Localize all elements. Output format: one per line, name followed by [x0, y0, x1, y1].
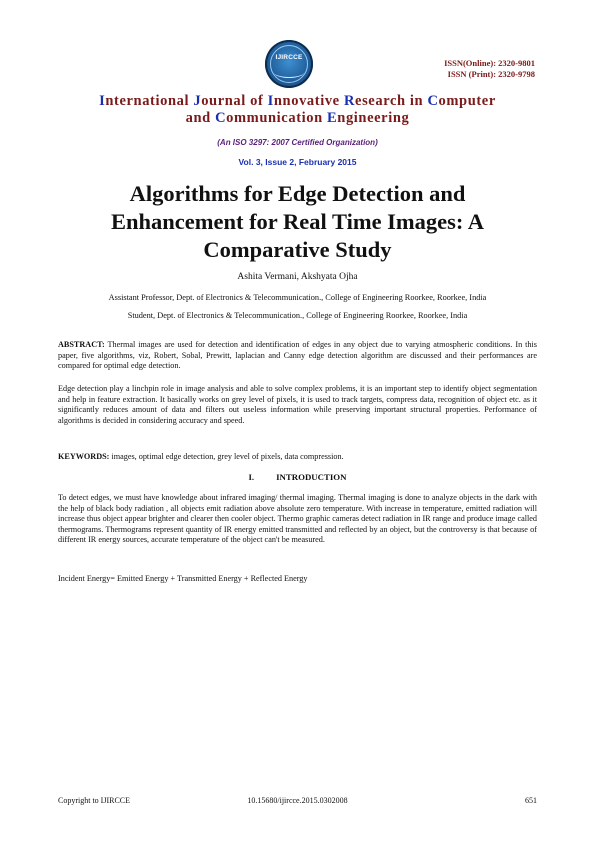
paper-title-line3: Comparative Study — [203, 237, 392, 262]
keywords-label: KEYWORDS: — [58, 452, 110, 461]
keywords-text: images, optimal edge detection, grey level of pixels, data compression. — [109, 452, 344, 461]
paper-title-line1: Algorithms for Edge Detection and — [129, 181, 466, 206]
iso-certification: (An ISO 3297: 2007 Certified Organization) — [217, 138, 378, 147]
issn-print: ISSN (Print): 2320-9798 — [447, 69, 535, 79]
keywords — [58, 452, 537, 463]
paper-authors: Ashita Vermani, Akshyata Ojha — [237, 272, 358, 282]
introduction-paragraph: To detect edges, we must have knowledge about infrared imaging/ thermal imaging. Thermal imaging is done to analyze objects in the dark with the help of black body radiation , all objects emit radiation above absolute zero temperature. With increase in temperature, emitted radiation will increase thus object appear brighter and clearer then cooler object. Thermo graphic cameras detect radiation in IR range and produce image called thermograms. Thermograms represent quantity of IR energy emitted transmitted and reflected by an object, but the controversy is that because of different IR energy sources, accurate temperature of the object can't be measured. — [58, 493, 537, 545]
affiliation-2: Student, Dept. of Electronics & Telecommunication., College of Engineering Roorkee, Roorkee, India — [127, 311, 468, 320]
issn-block — [444, 58, 535, 80]
affiliation-1: Assistant Professor, Dept. of Electronics & Telecommunication., College of Engineering Roorkee, Roorkee, India — [108, 293, 487, 302]
footer-doi[interactable]: 10.15680/ijircce.2015.0302008 — [247, 796, 348, 805]
footer-page-number: 651 — [525, 796, 537, 805]
energy-equation: Incident Energy= Emitted Energy + Transmitted Energy + Reflected Energy — [58, 574, 308, 583]
journal-title-line2: and Communication Engineering — [185, 110, 410, 126]
paper-title-line2: Enhancement for Real Time Images: A — [110, 209, 485, 234]
paper-title — [70, 180, 525, 264]
edge-detection-paragraph: Edge detection play a linchpin role in image analysis and able to solve complex problems, it is an important step to identify object segmentation and help in feature extraction. It basically works on grey level of pixels, it is used to track targets, compress data, recognition of object etc. as it significantly reduces amount of data and filters out useless information while preserving important structural properties. Performance of algorithms is decided in considering accuracy and speed. — [58, 384, 537, 425]
section-number: I. — [248, 472, 255, 482]
abstract-text: Thermal images are used for detection and identification of edges in any object due to varying atmospheric conditions. In this paper, five algorithms, viz, Robert, Sobal, Prewitt, laplacian and Canny edge detection algorithm are discussed and their performances are compared for optimal edge detection. — [58, 340, 537, 371]
journal-title-line1: International Journal of Innovative Research in Computer — [99, 93, 496, 109]
logo-text: IJIRCCE — [275, 54, 303, 61]
volume-issue: Vol. 3, Issue 2, February 2015 — [238, 157, 357, 167]
abstract-label: ABSTRACT: — [58, 340, 105, 349]
abstract — [58, 340, 537, 372]
issn-online: ISSN(Online): 2320-9801 — [444, 58, 535, 68]
footer-copyright: Copyright to IJIRCCE — [58, 796, 131, 805]
journal-logo — [265, 40, 313, 88]
section-title: INTRODUCTION — [276, 472, 347, 482]
section-heading-introduction — [58, 472, 537, 482]
journal-title — [60, 93, 535, 127]
